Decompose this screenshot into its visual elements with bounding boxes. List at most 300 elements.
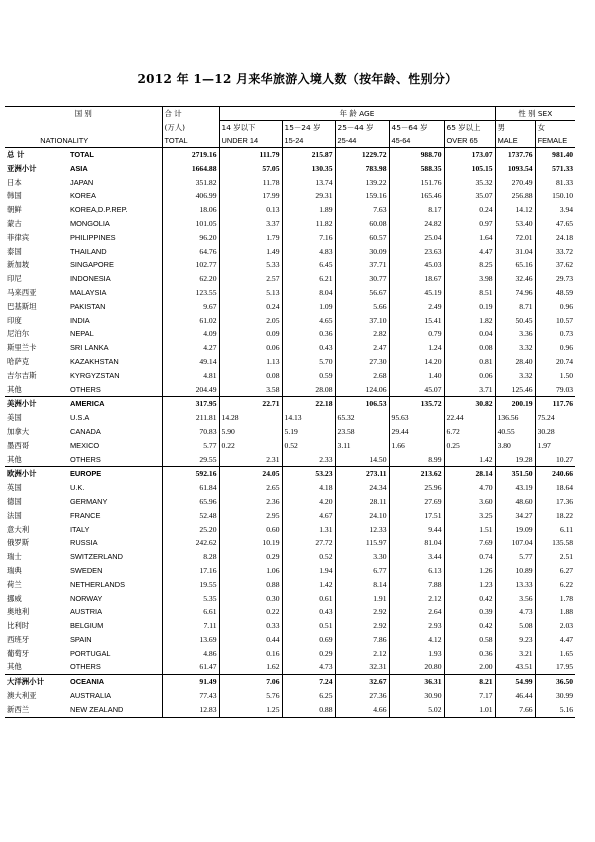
row-value-cell: 23.58 <box>335 425 389 439</box>
row-value-cell: 136.56 <box>495 411 535 425</box>
row-value-cell: 2.31 <box>219 453 282 467</box>
row-country-en: SPAIN <box>70 634 92 644</box>
row-value-cell: 43.51 <box>495 660 535 674</box>
row-value-cell: 0.39 <box>444 605 495 619</box>
row-value-cell: 2.64 <box>389 605 444 619</box>
row-value-cell: 0.13 <box>219 203 282 217</box>
header-age-cn: 15－24 岁 <box>282 121 335 135</box>
row-value-cell: 18.67 <box>389 272 444 286</box>
row-value-cell: 8.17 <box>389 203 444 217</box>
header-age-cn: 45－64 岁 <box>389 121 444 135</box>
row-country-cn: 泰国 <box>7 246 22 256</box>
row-value-cell: 8.25 <box>444 258 495 272</box>
table-row <box>5 383 575 397</box>
row-country-en: EUROPE <box>68 467 162 481</box>
table-row <box>5 619 575 633</box>
header-sex-en: FEMALE <box>535 134 575 148</box>
row-value-cell: 2.93 <box>389 619 444 633</box>
table-row <box>5 633 575 647</box>
header-sex-group: 性 别 SEX <box>495 107 575 121</box>
row-value-cell: 3.60 <box>444 495 495 509</box>
row-value-cell: 4.67 <box>282 509 335 523</box>
row-value-cell: 0.36 <box>444 647 495 661</box>
row-country-cn: 挪威 <box>7 593 22 603</box>
row-value-cell: 0.52 <box>282 550 335 564</box>
row-value-cell: 2.49 <box>389 300 444 314</box>
table-row <box>5 272 575 286</box>
table-row <box>5 314 575 328</box>
row-value-cell: 117.76 <box>535 397 575 411</box>
row-country-cn: 蒙古 <box>7 218 22 228</box>
row-value-cell: 2.12 <box>335 647 389 661</box>
row-value-cell: 4.18 <box>282 481 335 495</box>
row-value-cell: 7.17 <box>444 689 495 703</box>
row-value-cell: 1.40 <box>389 369 444 383</box>
row-value-cell: 52.48 <box>162 509 219 523</box>
row-value-cell: 36.31 <box>389 675 444 689</box>
row-country-cn: 意大利 <box>7 524 30 534</box>
row-country-en: OTHERS <box>70 662 101 672</box>
row-country-cn: 亚洲小计 <box>7 163 37 173</box>
row-value-cell: 7.69 <box>444 536 495 550</box>
table-row <box>5 327 575 341</box>
table-row <box>5 217 575 231</box>
row-value-cell: 1.31 <box>282 523 335 537</box>
table-row <box>5 300 575 314</box>
header-total-cn: 合 计 <box>162 107 219 121</box>
row-country-cn: 荷兰 <box>7 579 22 589</box>
row-value-cell: 65.16 <box>495 258 535 272</box>
row-value-cell: 1.01 <box>444 703 495 717</box>
row-value-cell: 14.13 <box>282 411 335 425</box>
row-country-en: NEPAL <box>70 329 94 339</box>
row-value-cell: 3.21 <box>495 647 535 661</box>
row-country-en: GERMANY <box>70 496 108 506</box>
row-value-cell: 6.21 <box>282 272 335 286</box>
row-value-cell: 2.36 <box>219 495 282 509</box>
row-value-cell: 34.27 <box>495 509 535 523</box>
table-row <box>5 564 575 578</box>
row-country-en: KYRGYZSTAN <box>70 370 120 380</box>
row-value-cell: 0.69 <box>282 633 335 647</box>
row-country-en: CANADA <box>70 426 101 436</box>
row-country-en: TOTAL <box>70 150 94 159</box>
table-row <box>5 703 575 717</box>
row-value-cell: 2.92 <box>335 605 389 619</box>
row-value-cell: 6.25 <box>282 689 335 703</box>
header-age-cn: 65 岁以上 <box>444 121 495 135</box>
row-value-cell: 7.88 <box>389 578 444 592</box>
row-value-cell: 14.28 <box>219 411 282 425</box>
row-value-cell: 0.73 <box>535 327 575 341</box>
row-country-en: FRANCE <box>70 510 101 520</box>
row-value-cell: 0.24 <box>219 300 282 314</box>
row-value-cell: 3.32 <box>495 341 535 355</box>
table-row <box>5 689 575 703</box>
row-value-cell: 15.41 <box>389 314 444 328</box>
row-value-cell: 1.13 <box>219 355 282 369</box>
row-value-cell: 150.10 <box>535 189 575 203</box>
table-row-subtotal <box>5 162 575 176</box>
row-value-cell: 5.16 <box>535 703 575 717</box>
row-value-cell: 13.69 <box>162 633 219 647</box>
row-value-cell: 3.56 <box>495 592 535 606</box>
header-country-cn: 国 别 <box>5 107 162 121</box>
row-value-cell: 0.29 <box>219 550 282 564</box>
row-value-cell: 2.03 <box>535 619 575 633</box>
row-country-en: KAZAKHSTAN <box>70 356 119 366</box>
row-country-cn: 墨西哥 <box>7 440 30 450</box>
row-value-cell: 1.65 <box>535 647 575 661</box>
row-value-cell: 0.44 <box>219 633 282 647</box>
row-value-cell: 273.11 <box>335 467 389 481</box>
row-value-cell: 7.11 <box>162 619 219 633</box>
row-value-cell: 81.33 <box>535 176 575 190</box>
row-country-en: U.K. <box>70 483 85 493</box>
row-value-cell: 4.09 <box>162 327 219 341</box>
header-age-en: UNDER 14 <box>219 134 282 148</box>
row-value-cell: 1.25 <box>219 703 282 717</box>
row-value-cell: 17.51 <box>389 509 444 523</box>
row-country-en: MONGOLIA <box>70 218 110 228</box>
row-value-cell: 0.42 <box>444 592 495 606</box>
row-value-cell: 12.83 <box>162 703 219 717</box>
row-value-cell: 27.36 <box>335 689 389 703</box>
row-value-cell: 2.05 <box>219 314 282 328</box>
row-value-cell: 0.43 <box>282 341 335 355</box>
row-value-cell: 1.78 <box>535 592 575 606</box>
row-value-cell: 4.73 <box>282 660 335 674</box>
row-value-cell: 8.99 <box>389 453 444 467</box>
row-value-cell: 0.19 <box>444 300 495 314</box>
row-value-cell: 5.90 <box>219 425 282 439</box>
row-value-cell: 215.87 <box>282 148 335 162</box>
row-country-en: BELGIUM <box>70 621 104 631</box>
row-value-cell: 0.59 <box>282 369 335 383</box>
table-row <box>5 425 575 439</box>
row-value-cell: 72.01 <box>495 231 535 245</box>
row-value-cell: 54.99 <box>495 675 535 689</box>
row-value-cell: 23.63 <box>389 245 444 259</box>
table-row <box>5 411 575 425</box>
row-value-cell: 105.15 <box>444 162 495 176</box>
row-value-cell: 130.35 <box>282 162 335 176</box>
row-country-cn: 英国 <box>7 483 22 493</box>
row-value-cell: 46.44 <box>495 689 535 703</box>
row-value-cell: 0.25 <box>444 439 495 453</box>
row-value-cell: 4.27 <box>162 341 219 355</box>
table-row <box>5 550 575 564</box>
row-value-cell: 0.06 <box>219 341 282 355</box>
row-value-cell: 2.65 <box>219 481 282 495</box>
row-country-en: U.S.A <box>70 413 90 423</box>
row-value-cell: 0.36 <box>282 327 335 341</box>
table-row <box>5 258 575 272</box>
row-value-cell: 20.80 <box>389 660 444 674</box>
row-value-cell: 6.61 <box>162 605 219 619</box>
row-country-en: SINGAPORE <box>70 260 114 270</box>
row-country-cn: 奥地利 <box>7 607 30 617</box>
row-value-cell: 4.81 <box>162 369 219 383</box>
row-value-cell: 3.80 <box>495 439 535 453</box>
row-value-cell: 151.76 <box>389 176 444 190</box>
row-value-cell: 3.58 <box>219 383 282 397</box>
row-value-cell: 24.34 <box>335 481 389 495</box>
table-row <box>5 660 575 674</box>
row-country-en: SWEDEN <box>70 565 103 575</box>
row-value-cell: 0.74 <box>444 550 495 564</box>
row-country-cn: 美国 <box>7 413 22 423</box>
table-row <box>5 592 575 606</box>
row-value-cell: 981.40 <box>535 148 575 162</box>
row-value-cell: 125.46 <box>495 383 535 397</box>
row-country-cn: 韩国 <box>7 191 22 201</box>
row-value-cell: 3.32 <box>495 369 535 383</box>
row-country-cn: 哈萨克 <box>7 356 30 366</box>
row-value-cell: 45.19 <box>389 286 444 300</box>
row-value-cell: 30.28 <box>535 425 575 439</box>
row-value-cell: 0.24 <box>444 203 495 217</box>
row-value-cell: 6.45 <box>282 258 335 272</box>
row-value-cell: 211.81 <box>162 411 219 425</box>
row-value-cell: 11.78 <box>219 176 282 190</box>
header-sex-en: MALE <box>495 134 535 148</box>
row-value-cell: 29.73 <box>535 272 575 286</box>
row-country-en: INDONESIA <box>70 274 111 284</box>
row-value-cell: 5.66 <box>335 300 389 314</box>
row-country-cn: 其他 <box>7 454 22 464</box>
header-total-unit: (万人) <box>162 121 219 135</box>
row-value-cell: 19.09 <box>495 523 535 537</box>
row-value-cell: 1.89 <box>282 203 335 217</box>
header-total-en: TOTAL <box>162 134 219 148</box>
row-country-cn: 澳大利亚 <box>7 691 37 701</box>
row-value-cell: 9.23 <box>495 633 535 647</box>
table-row <box>5 578 575 592</box>
row-value-cell: 1.66 <box>389 439 444 453</box>
row-value-cell: 4.70 <box>444 481 495 495</box>
row-value-cell: 1.51 <box>444 523 495 537</box>
row-value-cell: 10.27 <box>535 453 575 467</box>
row-value-cell: 96.20 <box>162 231 219 245</box>
row-value-cell: 27.72 <box>282 536 335 550</box>
header-age-en: OVER 65 <box>444 134 495 148</box>
row-value-cell: 2.92 <box>335 619 389 633</box>
table-row <box>5 355 575 369</box>
row-value-cell: 0.60 <box>219 523 282 537</box>
row-value-cell: 135.72 <box>389 397 444 411</box>
row-country-en: PHILIPPINES <box>70 232 116 242</box>
row-value-cell: 14.50 <box>335 453 389 467</box>
row-value-cell: 2719.16 <box>162 148 219 162</box>
row-country-en: SWITZERLAND <box>70 552 123 562</box>
row-value-cell: 1.42 <box>444 453 495 467</box>
row-value-cell: 1.09 <box>282 300 335 314</box>
row-value-cell: 4.65 <box>282 314 335 328</box>
row-value-cell: 43.19 <box>495 481 535 495</box>
row-value-cell: 37.10 <box>335 314 389 328</box>
row-value-cell: 270.49 <box>495 176 535 190</box>
arrivals-table <box>5 106 575 718</box>
row-value-cell: 1.88 <box>535 605 575 619</box>
row-value-cell: 5.76 <box>219 689 282 703</box>
row-value-cell: 3.36 <box>495 327 535 341</box>
row-country-en: JAPAN <box>70 177 94 187</box>
row-value-cell: 102.77 <box>162 258 219 272</box>
row-country-cn: 吉尔吉斯 <box>7 370 37 380</box>
row-value-cell: 17.36 <box>535 495 575 509</box>
row-value-cell: 2.95 <box>219 509 282 523</box>
row-value-cell: 5.77 <box>495 550 535 564</box>
row-value-cell: 0.81 <box>444 355 495 369</box>
row-value-cell: 30.82 <box>444 397 495 411</box>
row-value-cell: 24.05 <box>219 467 282 481</box>
row-country-en: SRI LANKA <box>70 343 109 353</box>
row-value-cell: 213.62 <box>389 467 444 481</box>
row-value-cell: 2.47 <box>335 341 389 355</box>
row-value-cell: 79.03 <box>535 383 575 397</box>
row-value-cell: 0.51 <box>282 619 335 633</box>
row-value-cell: 0.06 <box>444 369 495 383</box>
row-value-cell: 4.12 <box>389 633 444 647</box>
row-country-cn: 新西兰 <box>5 703 68 717</box>
row-country-cn: 法国 <box>7 510 22 520</box>
row-country-cn: 西班牙 <box>7 634 30 644</box>
row-value-cell: 8.14 <box>335 578 389 592</box>
row-value-cell: 28.11 <box>335 495 389 509</box>
row-value-cell: 20.74 <box>535 355 575 369</box>
table-row-subtotal <box>5 675 575 689</box>
row-value-cell: 106.53 <box>335 397 389 411</box>
row-value-cell: 48.59 <box>535 286 575 300</box>
row-value-cell: 159.16 <box>335 189 389 203</box>
row-value-cell: 0.58 <box>444 633 495 647</box>
row-country-cn: 日本 <box>7 177 22 187</box>
row-value-cell: 5.19 <box>282 425 335 439</box>
row-value-cell: 57.05 <box>219 162 282 176</box>
row-value-cell: 1229.72 <box>335 148 389 162</box>
header-age-en: 45-64 <box>389 134 444 148</box>
row-country-cn: 印度 <box>7 315 22 325</box>
table-row <box>5 605 575 619</box>
row-value-cell: 32.31 <box>335 660 389 674</box>
row-value-cell: 2.51 <box>535 550 575 564</box>
row-country-cn: 葡萄牙 <box>7 648 30 658</box>
row-value-cell: 4.20 <box>282 495 335 509</box>
row-value-cell: 3.25 <box>444 509 495 523</box>
row-value-cell: 29.31 <box>282 189 335 203</box>
row-country-cn: 欧洲小计 <box>5 467 68 481</box>
row-value-cell: 95.63 <box>389 411 444 425</box>
row-country-cn: 美洲小计 <box>5 397 68 411</box>
row-country-en: INDIA <box>70 315 90 325</box>
row-value-cell: 1.64 <box>444 231 495 245</box>
row-value-cell: 3.94 <box>535 203 575 217</box>
row-value-cell: 7.16 <box>282 231 335 245</box>
row-country-en: AUSTRIA <box>70 607 103 617</box>
row-value-cell: 77.43 <box>162 689 219 703</box>
row-country-en: THAILAND <box>70 246 107 256</box>
row-value-cell: 8.04 <box>282 286 335 300</box>
row-country-en: NEW ZEALAND <box>68 703 162 717</box>
row-value-cell: 204.49 <box>162 383 219 397</box>
row-country-cn: 瑞典 <box>7 565 22 575</box>
row-value-cell: 1.26 <box>444 564 495 578</box>
row-value-cell: 2.00 <box>444 660 495 674</box>
row-value-cell: 3.37 <box>219 217 282 231</box>
row-country-en: AUSTRALIA <box>70 691 112 701</box>
row-value-cell: 0.29 <box>282 647 335 661</box>
row-country-cn: 瑞士 <box>7 552 22 562</box>
row-value-cell: 1.50 <box>535 369 575 383</box>
row-value-cell: 32.46 <box>495 272 535 286</box>
row-value-cell: 0.88 <box>219 578 282 592</box>
row-value-cell: 588.35 <box>389 162 444 176</box>
row-country-cn: 其他 <box>7 662 22 672</box>
row-value-cell: 115.97 <box>335 536 389 550</box>
row-value-cell: 19.28 <box>495 453 535 467</box>
table-row <box>5 189 575 203</box>
table-body <box>5 148 575 718</box>
row-value-cell: 139.22 <box>335 176 389 190</box>
row-value-cell: 5.13 <box>219 286 282 300</box>
row-value-cell: 0.52 <box>282 439 335 453</box>
row-value-cell: 200.19 <box>495 397 535 411</box>
row-value-cell: 19.55 <box>162 578 219 592</box>
row-country-en: RUSSIA <box>70 538 98 548</box>
page-title: 2012 年 1—12 月来华旅游入境人数（按年龄、性别分） <box>137 72 458 86</box>
row-value-cell: 1.62 <box>219 660 282 674</box>
row-value-cell: 8.28 <box>162 550 219 564</box>
row-value-cell: 18.06 <box>162 203 219 217</box>
row-value-cell: 7.06 <box>219 675 282 689</box>
row-value-cell: 4.66 <box>335 703 389 717</box>
row-value-cell: 1.94 <box>282 564 335 578</box>
row-value-cell: 135.58 <box>535 536 575 550</box>
row-value-cell: 4.47 <box>444 245 495 259</box>
row-value-cell: 5.35 <box>162 592 219 606</box>
row-value-cell: 40.55 <box>495 425 535 439</box>
table-row <box>5 286 575 300</box>
row-value-cell: 17.99 <box>219 189 282 203</box>
row-value-cell: 1.97 <box>535 439 575 453</box>
row-value-cell: 0.08 <box>444 341 495 355</box>
row-value-cell: 29.55 <box>162 453 219 467</box>
row-value-cell: 27.30 <box>335 355 389 369</box>
row-country-cn: 巴基斯坦 <box>7 301 37 311</box>
row-country-cn: 菲律宾 <box>7 232 30 242</box>
table-row <box>5 176 575 190</box>
table-row-subtotal <box>5 397 575 411</box>
row-value-cell: 0.30 <box>219 592 282 606</box>
row-value-cell: 14.20 <box>389 355 444 369</box>
table-row <box>5 523 575 537</box>
row-value-cell: 7.86 <box>335 633 389 647</box>
row-value-cell: 0.42 <box>444 619 495 633</box>
row-value-cell: 1.91 <box>335 592 389 606</box>
row-value-cell: 0.96 <box>535 341 575 355</box>
row-value-cell: 7.66 <box>495 703 535 717</box>
row-value-cell: 783.98 <box>335 162 389 176</box>
row-country-en: ASIA <box>70 163 88 173</box>
header-age-cn: 14 岁以下 <box>219 121 282 135</box>
row-value-cell: 0.16 <box>219 647 282 661</box>
row-country-en: OTHERS <box>70 384 101 394</box>
row-value-cell: 36.50 <box>535 675 575 689</box>
row-country-en: OCEANIA <box>68 675 162 689</box>
table-row-subtotal <box>5 467 575 481</box>
row-value-cell: 12.33 <box>335 523 389 537</box>
